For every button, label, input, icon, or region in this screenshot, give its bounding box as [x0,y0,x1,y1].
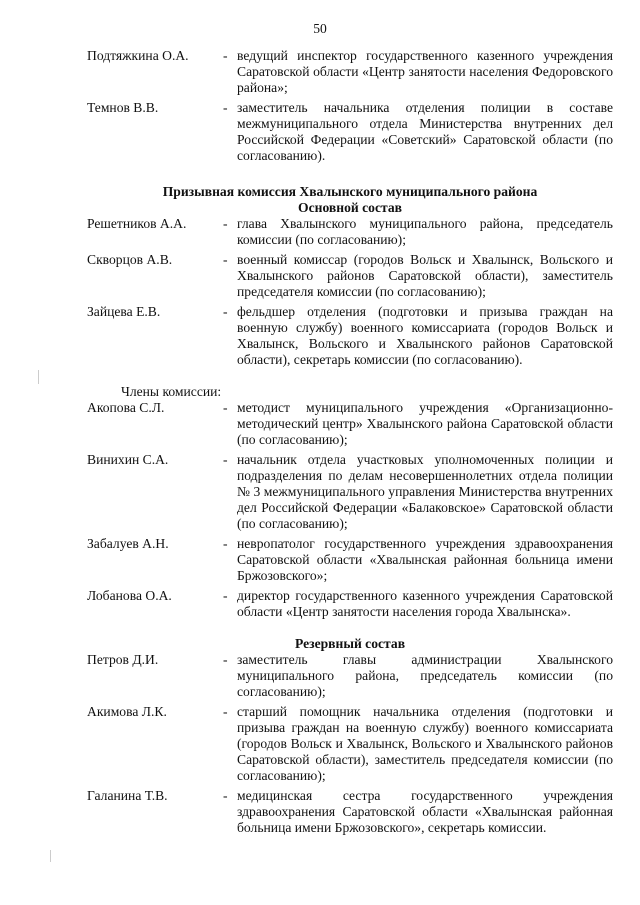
member-description: ведущий инспектор государственного казенного учреждения Саратовской области «Центр занятости населения Федоровского района»; [237,48,613,95]
member-name: Акопова С.Л. [87,400,165,415]
member-description: старший помощник начальника отделения (подготовки и призыва граждан на военную службу) военного комиссариата (городов Вольск и Хвалынск, Вольского и Хвалынского районов Саратовской области), заместитель председателя комиссии (по согласованию); [237,704,613,783]
member-entries [87,400,613,620]
member-name: Скворцов А.В. [87,252,173,267]
entry-dash: - [223,652,228,667]
member-name: Темнов В.В. [87,100,159,115]
member-name: Акимова Л.К. [87,704,167,719]
member-description: методист муниципального учреждения «Организационно-методический центр» Хвалынского района Саратовской области (по согласованию); [237,400,613,447]
member-name: Галанина Т.В. [87,788,168,803]
member-name: Винихин С.А. [87,452,169,467]
member-name: Подтяжкина О.А. [87,48,189,63]
entry-dash: - [223,536,228,551]
member-entry [87,216,613,248]
top-entries [87,48,613,164]
entry-dash: - [223,216,228,231]
entry-dash: - [223,48,228,63]
member-entry [87,704,613,784]
member-entry [87,652,613,700]
scan-mark [38,370,39,384]
reserve-section-title: Резервный состав [294,636,406,651]
member-description: заместитель начальника отделения полиции в составе межмуниципального отдела Министерства внутренних дел Российской Федерации «Советский» Саратовской области (по согласованию). [237,100,613,163]
reserve-entries [87,652,613,836]
member-entry [87,252,613,300]
document-content [87,48,613,840]
entry-dash: - [223,788,228,803]
member-entry [87,788,613,836]
entry-dash: - [223,704,228,719]
member-entry [87,100,613,164]
member-description: военный комиссар (городов Вольск и Хвалынск, Вольского и Хвалынского районов Саратовской области), заместитель председателя комиссии (по согласованию); [237,252,613,299]
member-name: Петров Д.И. [87,652,159,667]
member-description: директор государственного казенного учреждения Саратовской области «Центр занятости населения города Хвалынска». [237,588,613,619]
member-name: Лобанова О.А. [87,588,172,603]
member-description: медицинская сестра государственного учреждения здравоохранения Саратовской области «Хвалынская районная больница имени Бржозовского», секретарь комиссии. [237,788,613,835]
member-description: фельдшер отделения (подготовки и призыва граждан на военную службу) военного комиссариата (городов Вольск и Хвалынск, Вольского и Хвалынского районов Саратовской области), секретарь комиссии (по согласованию). [237,304,613,367]
commission-title: Призывная комиссия Хвалынского муниципального района [162,184,538,199]
member-name: Зайцева Е.В. [87,304,161,319]
member-name: Решетников А.А. [87,216,187,231]
member-name: Забалуев А.Н. [87,536,169,551]
main-section-title: Основной состав [298,200,402,215]
member-entry [87,536,613,584]
member-description: невропатолог государственного учреждения здравоохранения Саратовской области «Хвалынская районная больница имени Бржозовского»; [237,536,613,583]
member-entry [87,452,613,532]
member-entry [87,304,613,368]
entry-dash: - [223,252,228,267]
main-entries [87,216,613,368]
member-entry [87,400,613,448]
member-entry [87,48,613,96]
entry-dash: - [223,304,228,319]
entry-dash: - [223,452,228,467]
page-number: 50 [313,21,327,36]
members-label: Члены комиссии: [121,384,222,399]
entry-dash: - [223,588,228,603]
entry-dash: - [223,400,228,415]
scan-mark [50,850,51,862]
member-description: заместитель главы администрации Хвалынского муниципального района, председатель комиссии (по согласованию); [237,652,613,699]
member-description: глава Хвалынского муниципального района, председатель комиссии (по согласованию); [237,216,613,247]
member-entry [87,588,613,620]
entry-dash: - [223,100,228,115]
member-description: начальник отдела участковых уполномоченных полиции и подразделения по делам несовершеннолетних отдела полиции № 3 межмуниципального управления Министерства внутренних дел Российской Федерации «Балаковское» Саратовской области (по согласованию); [237,452,613,531]
